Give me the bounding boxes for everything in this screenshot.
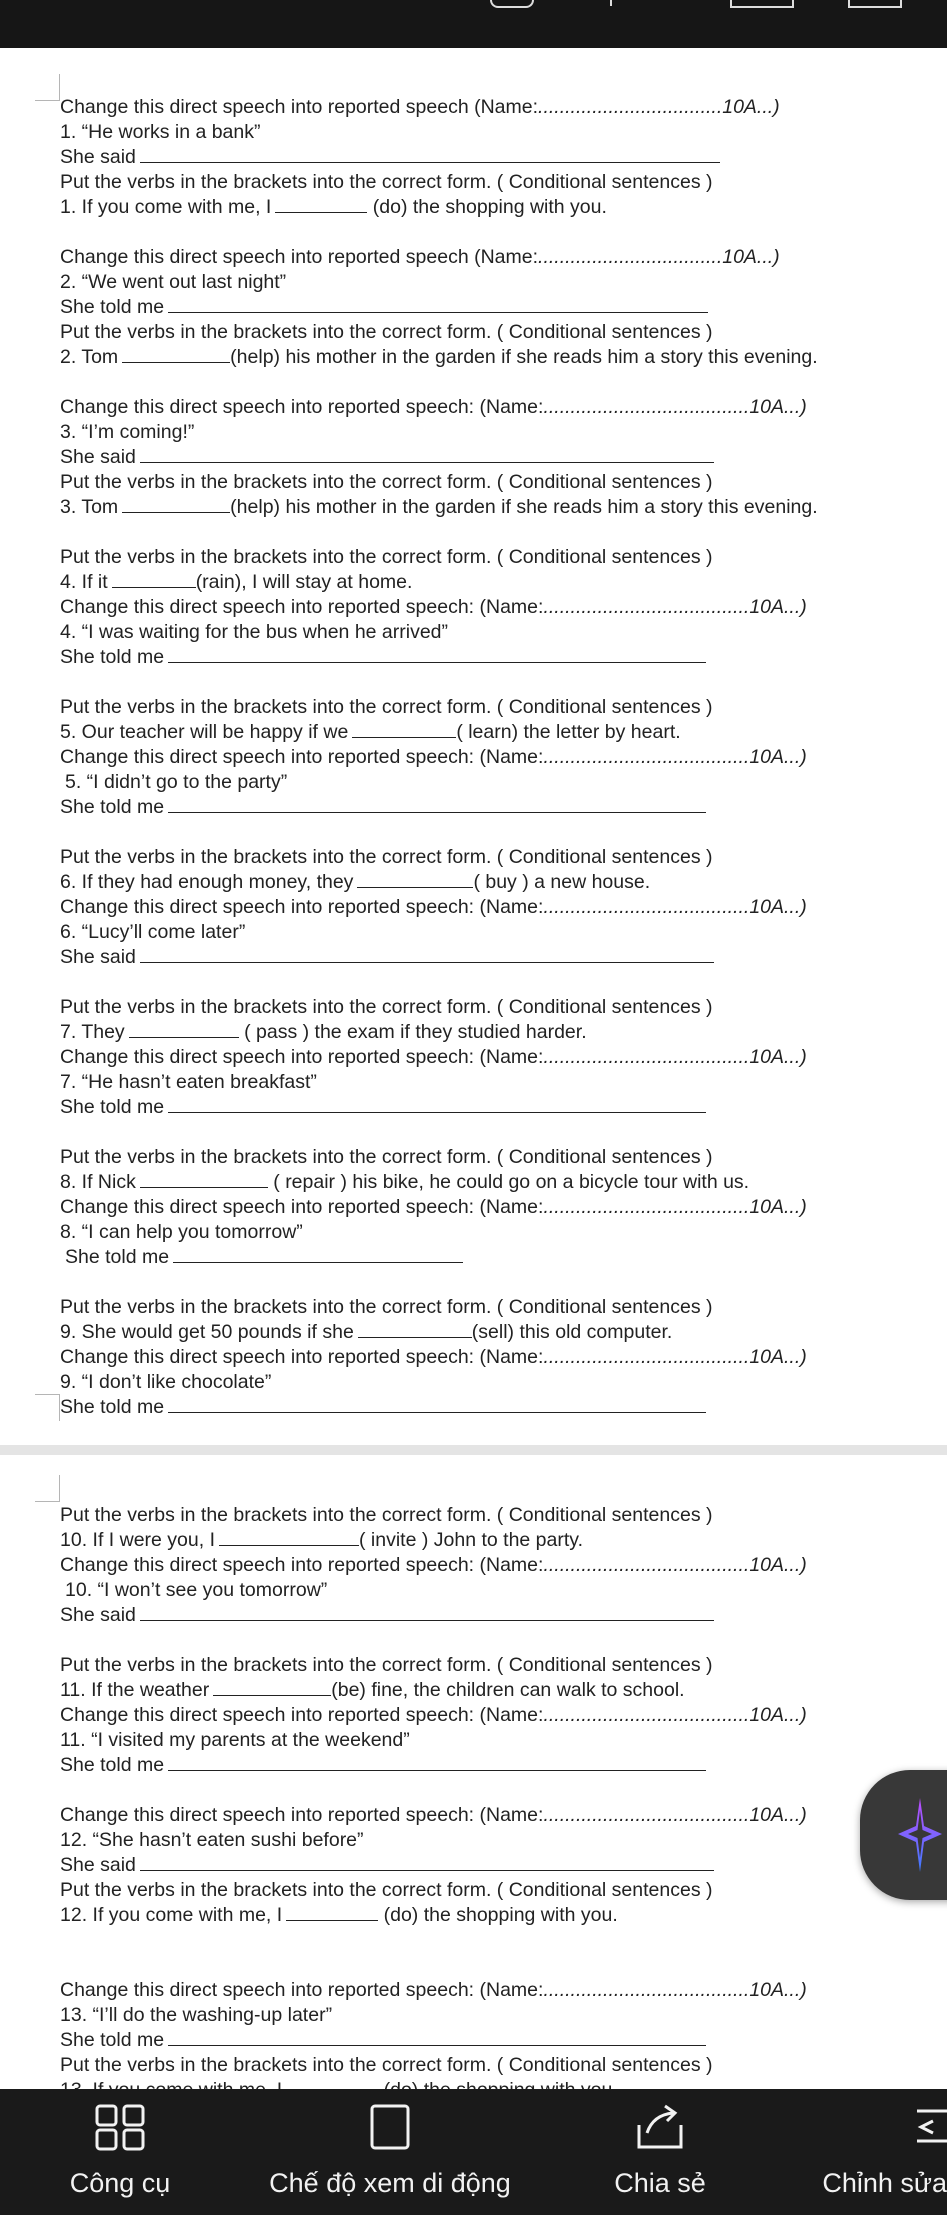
name-blank-dots: ...................................... — [543, 1804, 750, 1826]
line-text: She told me — [60, 1396, 165, 1418]
line-text: She told me — [65, 1246, 170, 1268]
instruction-line — [60, 1345, 940, 1370]
line-text: Put the verbs in the brackets into the correct form. ( Conditional sentences ) — [60, 1504, 713, 1526]
exercise-line — [60, 145, 940, 170]
line-text: She said — [60, 446, 136, 468]
exercise-line — [60, 1395, 940, 1420]
exercise-line — [60, 1578, 940, 1603]
instruction-line — [60, 1145, 940, 1170]
line-text: 13. “I’ll do the washing-up later” — [60, 2004, 333, 2026]
class-code: 10A...) — [749, 1804, 807, 1826]
line-text: Change this direct speech into reported speech: (Name: — [60, 596, 544, 618]
line-text: Change this direct speech into reported speech (Name: — [60, 246, 539, 268]
exercise-line — [60, 2003, 940, 2028]
answer-blank[interactable] — [168, 1410, 706, 1413]
name-blank-dots: ...................................... — [543, 1704, 750, 1726]
document-page-2 — [0, 1455, 947, 2089]
top-icon-4[interactable] — [848, 0, 902, 8]
toolbar-share-button[interactable] — [580, 2089, 740, 2215]
line-text: Put the verbs in the brackets into the correct form. ( Conditional sentences ) — [60, 996, 713, 1018]
line-text: 9. “I don’t like chocolate” — [60, 1371, 272, 1393]
class-code: 10A...) — [749, 1979, 807, 2001]
spacer — [60, 1778, 940, 1803]
instruction-line — [60, 95, 940, 120]
answer-blank[interactable] — [129, 1035, 239, 1038]
line-text: She told me — [60, 796, 165, 818]
class-code: 10A...) — [749, 596, 807, 618]
status-bar — [0, 0, 947, 48]
answer-blank[interactable] — [168, 1110, 706, 1113]
exercise-line — [60, 1903, 940, 1928]
exercise-line — [60, 1603, 940, 1628]
line-text: Put the verbs in the brackets into the correct form. ( Conditional sentences ) — [60, 321, 713, 343]
top-icon-1[interactable] — [490, 0, 534, 8]
line-text: 4. “I was waiting for the bus when he arrived” — [60, 621, 449, 643]
document-page-1 — [0, 48, 947, 1445]
instruction-line — [60, 545, 940, 570]
line-text-after: (help) his mother in the garden if she reads him a story this evening. — [230, 346, 818, 368]
line-text-after: ( learn) the letter by heart. — [456, 721, 681, 743]
line-text: 12. If you come with me, I — [60, 1904, 283, 1926]
exercise-line — [60, 195, 940, 220]
exercise-line — [60, 720, 940, 745]
exercise-line — [60, 345, 940, 370]
exercise-line — [60, 1528, 940, 1553]
line-text: She said — [60, 946, 136, 968]
answer-blank[interactable] — [140, 160, 720, 163]
line-text: 2. Tom — [60, 346, 119, 368]
class-code: 10A...) — [749, 746, 807, 768]
exercise-line — [60, 295, 940, 320]
toolbar-label: Chỉnh sửa — [822, 2168, 947, 2198]
instruction-line — [60, 470, 940, 495]
answer-blank[interactable] — [358, 1335, 472, 1338]
name-blank-dots: ...................................... — [543, 596, 750, 618]
spacer — [60, 1270, 940, 1295]
name-blank-dots: .................................. — [538, 246, 723, 268]
line-text-after: ( repair ) his bike, he could go on a bicycle tour with us. — [267, 1171, 750, 1193]
exercise-line — [60, 1095, 940, 1120]
answer-blank[interactable] — [168, 310, 708, 313]
class-code: 10A...) — [749, 1046, 807, 1068]
line-text-after: (be) fine, the children can walk to school. — [331, 1679, 685, 1701]
line-text: 7. “He hasn’t eaten breakfast” — [60, 1071, 317, 1093]
exercise-line — [60, 1070, 940, 1095]
line-text: Change this direct speech into reported speech (Name: — [60, 96, 539, 118]
instruction-line — [60, 395, 940, 420]
answer-blank[interactable] — [140, 1618, 714, 1621]
line-text: 8. “I can help you tomorrow” — [60, 1221, 303, 1243]
instruction-line — [60, 1503, 940, 1528]
instruction-line — [60, 170, 940, 195]
exercise-line — [60, 1020, 940, 1045]
line-text: Put the verbs in the brackets into the correct form. ( Conditional sentences ) — [60, 1296, 713, 1318]
exercise-line — [60, 795, 940, 820]
line-text: 11. If the weather — [60, 1679, 210, 1701]
line-text-after: (sell) this old computer. — [471, 1321, 673, 1343]
exercise-line — [60, 1170, 940, 1195]
toolbar-edit-button[interactable] — [785, 2089, 947, 2215]
line-text-after: (do) the shopping with you. — [378, 1904, 618, 1926]
spacer — [60, 1120, 940, 1145]
edit-icon — [907, 2103, 947, 2151]
line-text: 12. “She hasn’t eaten sushi before” — [60, 1829, 364, 1851]
instruction-line — [60, 1803, 940, 1828]
exercise-line — [60, 120, 940, 145]
class-code: 10A...) — [749, 1704, 807, 1726]
class-code: 10A...) — [749, 396, 807, 418]
line-text: 4. If it — [60, 571, 108, 593]
answer-blank[interactable] — [168, 660, 706, 663]
instruction-line — [60, 1703, 940, 1728]
class-code: 10A...) — [749, 1346, 807, 1368]
line-text: 6. “Lucy’ll come later” — [60, 921, 246, 943]
line-text: Put the verbs in the brackets into the correct form. ( Conditional sentences ) — [60, 2054, 713, 2076]
class-code: 10A...) — [722, 246, 780, 268]
exercise-line — [60, 920, 940, 945]
line-text: 6. If they had enough money, they — [60, 871, 354, 893]
line-text: She told me — [60, 1096, 165, 1118]
instruction-line — [60, 1195, 940, 1220]
top-icon-3[interactable] — [730, 0, 794, 8]
spacer — [60, 220, 940, 245]
name-blank-dots: ...................................... — [543, 896, 750, 918]
name-blank-dots: ...................................... — [543, 396, 750, 418]
line-text: 9. She would get 50 pounds if she — [60, 1321, 354, 1343]
answer-blank[interactable] — [140, 1185, 268, 1188]
line-text: She told me — [60, 2029, 165, 2051]
exercise-line — [60, 770, 940, 795]
line-text: Change this direct speech into reported speech: (Name: — [60, 896, 544, 918]
line-text-after: (do) the shopping with you. — [367, 196, 607, 218]
crop-mark-bottom-left — [35, 1394, 60, 1421]
share-icon — [633, 2103, 687, 2151]
page-2-content — [60, 1503, 940, 2103]
line-text-after: (help) his mother in the garden if she reads him a story this evening. — [230, 496, 818, 518]
toolbar-label: Công cụ — [69, 2168, 171, 2198]
line-text: Change this direct speech into reported speech: (Name: — [60, 1804, 544, 1826]
exercise-line — [60, 495, 940, 520]
name-blank-dots: ...................................... — [543, 1346, 750, 1368]
line-text: Change this direct speech into reported speech: (Name: — [60, 746, 544, 768]
top-icon-2[interactable] — [610, 0, 620, 6]
exercise-line — [60, 1678, 940, 1703]
line-text: She said — [60, 1604, 136, 1626]
exercise-line — [60, 870, 940, 895]
answer-blank[interactable] — [286, 1918, 378, 1921]
name-blank-dots: ...................................... — [543, 1554, 750, 1576]
exercise-line — [60, 570, 940, 595]
line-text: 5. Our teacher will be happy if we — [60, 721, 349, 743]
answer-blank[interactable] — [122, 510, 230, 513]
answer-blank[interactable] — [122, 360, 230, 363]
bottom-toolbar — [0, 2089, 947, 2215]
instruction-line — [60, 1553, 940, 1578]
instruction-line — [60, 2053, 940, 2078]
line-text: Change this direct speech into reported speech: (Name: — [60, 396, 544, 418]
instruction-line — [60, 1653, 940, 1678]
answer-blank[interactable] — [213, 1693, 331, 1696]
toolbar-mobile-view-button[interactable] — [250, 2089, 530, 2215]
answer-blank[interactable] — [112, 585, 196, 588]
exercise-line — [60, 645, 940, 670]
exercise-line — [60, 445, 940, 470]
answer-blank[interactable] — [140, 960, 714, 963]
line-text: Put the verbs in the brackets into the correct form. ( Conditional sentences ) — [60, 846, 713, 868]
name-blank-dots: ...................................... — [543, 746, 750, 768]
spacer — [60, 1928, 940, 1953]
instruction-line — [60, 320, 940, 345]
line-text: Put the verbs in the brackets into the correct form. ( Conditional sentences ) — [60, 546, 713, 568]
crop-mark-top-left — [35, 1475, 60, 1502]
line-text: Change this direct speech into reported speech: (Name: — [60, 1046, 544, 1068]
exercise-line — [60, 1853, 940, 1878]
instruction-line — [60, 245, 940, 270]
page-1-content — [60, 95, 940, 1420]
instruction-line — [60, 595, 940, 620]
mobile-view-icon — [369, 2103, 411, 2151]
class-code: 10A...) — [749, 1554, 807, 1576]
line-text: 5. “I didn’t go to the party” — [65, 771, 288, 793]
line-text: Put the verbs in the brackets into the correct form. ( Conditional sentences ) — [60, 696, 713, 718]
line-text-after: (rain), I will stay at home. — [195, 571, 413, 593]
exercise-line — [60, 1220, 940, 1245]
spacer — [60, 1628, 940, 1653]
line-text: 3. Tom — [60, 496, 119, 518]
name-blank-dots: ...................................... — [543, 1196, 750, 1218]
answer-blank[interactable] — [352, 735, 456, 738]
line-text: Change this direct speech into reported speech: (Name: — [60, 1346, 544, 1368]
instruction-line — [60, 1045, 940, 1070]
exercise-line — [60, 1320, 940, 1345]
line-text: 10. “I won’t see you tomorrow” — [65, 1579, 328, 1601]
ai-assistant-button[interactable] — [860, 1770, 947, 1900]
line-text: Put the verbs in the brackets into the correct form. ( Conditional sentences ) — [60, 1879, 713, 1901]
line-text: Put the verbs in the brackets into the correct form. ( Conditional sentences ) — [60, 1146, 713, 1168]
line-text: 8. If Nick — [60, 1171, 136, 1193]
line-text: Change this direct speech into reported speech: (Name: — [60, 1554, 544, 1576]
instruction-line — [60, 895, 940, 920]
exercise-line — [60, 1753, 940, 1778]
spacer — [60, 820, 940, 845]
page-separator — [0, 1445, 947, 1455]
answer-blank[interactable] — [173, 1260, 463, 1263]
spacer — [60, 520, 940, 545]
answer-blank[interactable] — [140, 1868, 714, 1871]
line-text: Put the verbs in the brackets into the correct form. ( Conditional sentences ) — [60, 471, 713, 493]
crop-mark-top-left — [35, 74, 60, 101]
class-code: 10A...) — [749, 1196, 807, 1218]
answer-blank[interactable] — [168, 2043, 706, 2046]
instruction-line — [60, 845, 940, 870]
line-text-after: ( buy ) a new house. — [473, 871, 651, 893]
line-text: 1. “He works in a bank” — [60, 121, 261, 143]
line-text: 10. If I were you, I — [60, 1529, 215, 1551]
class-code: 10A...) — [749, 896, 807, 918]
answer-blank[interactable] — [140, 460, 714, 463]
exercise-line — [60, 1370, 940, 1395]
spacer — [60, 970, 940, 995]
line-text: She told me — [60, 296, 165, 318]
ai-star-icon — [896, 1796, 944, 1874]
toolbar-label: Chế độ xem di động — [269, 2168, 511, 2198]
line-text-after: ( pass ) the exam if they studied harder. — [238, 1021, 587, 1043]
spacer — [60, 1953, 940, 1978]
line-text: Change this direct speech into reported speech: (Name: — [60, 1196, 544, 1218]
line-text: Change this direct speech into reported speech: (Name: — [60, 1979, 544, 2001]
instruction-line — [60, 1295, 940, 1320]
answer-blank[interactable] — [168, 1768, 706, 1771]
instruction-line — [60, 695, 940, 720]
line-text: 11. “I visited my parents at the weekend” — [60, 1729, 410, 1751]
name-blank-dots: ...................................... — [543, 1979, 750, 2001]
line-text-after: ( invite ) John to the party. — [359, 1529, 583, 1551]
spacer — [60, 370, 940, 395]
line-text: Change this direct speech into reported speech: (Name: — [60, 1704, 544, 1726]
exercise-line — [60, 945, 940, 970]
line-text: Put the verbs in the brackets into the correct form. ( Conditional sentences ) — [60, 171, 713, 193]
instruction-line — [60, 1878, 940, 1903]
instruction-line — [60, 1978, 940, 2003]
exercise-line — [60, 1828, 940, 1853]
exercise-line — [60, 1728, 940, 1753]
line-text: 2. “We went out last night” — [60, 271, 287, 293]
name-blank-dots: ...................................... — [543, 1046, 750, 1068]
line-text: She told me — [60, 646, 165, 668]
line-text: 7. They — [60, 1021, 125, 1043]
toolbar-label: Chia sẻ — [614, 2168, 706, 2198]
answer-blank[interactable] — [168, 810, 706, 813]
line-text: 3. “I’m coming!” — [60, 421, 195, 443]
exercise-line — [60, 420, 940, 445]
toolbar-tools-button[interactable] — [20, 2089, 220, 2215]
line-text: 1. If you come with me, I — [60, 196, 272, 218]
instruction-line — [60, 745, 940, 770]
answer-blank[interactable] — [219, 1543, 359, 1546]
class-code: 10A...) — [722, 96, 780, 118]
line-text: She told me — [60, 1754, 165, 1776]
name-blank-dots: .................................. — [538, 96, 723, 118]
line-text: She said — [60, 146, 136, 168]
exercise-line — [60, 1245, 940, 1270]
exercise-line — [60, 2028, 940, 2053]
spacer — [60, 670, 940, 695]
exercise-line — [60, 270, 940, 295]
exercise-line — [60, 620, 940, 645]
line-text: Put the verbs in the brackets into the correct form. ( Conditional sentences ) — [60, 1654, 713, 1676]
tools-grid-icon — [94, 2103, 146, 2151]
instruction-line — [60, 995, 940, 1020]
answer-blank[interactable] — [275, 210, 367, 213]
line-text: She said — [60, 1854, 136, 1876]
answer-blank[interactable] — [357, 885, 473, 888]
